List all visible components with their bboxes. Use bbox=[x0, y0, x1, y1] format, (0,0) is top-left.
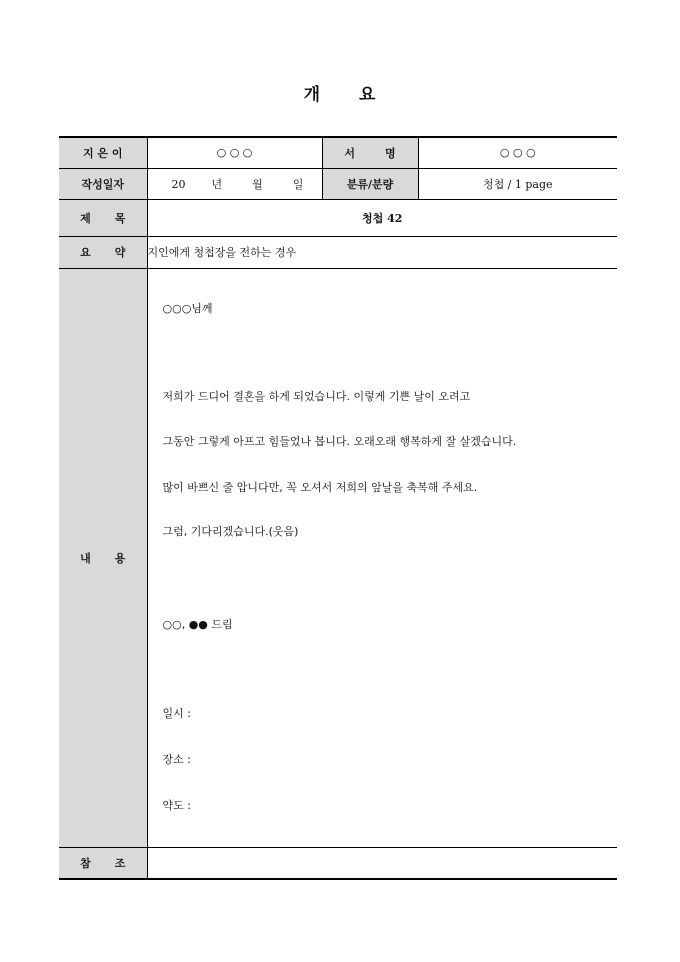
content-line-2: 그동안 그렇게 아프고 힘들었나 봅니다. 오래오래 행복하게 잘 살겠습니다. bbox=[162, 434, 517, 448]
signature-label-1: 서 bbox=[344, 146, 355, 160]
content-greeting: ○○○님께 bbox=[162, 301, 213, 315]
date-month-unit: 월 bbox=[252, 177, 263, 191]
title-part-1: 개 bbox=[303, 85, 321, 105]
content-line-1: 저희가 드디어 결혼을 하게 되었습니다. 이렇게 기쁜 날이 오려고 bbox=[162, 389, 471, 403]
document-title bbox=[0, 80, 680, 105]
category-label: 분류/분량 bbox=[322, 168, 418, 199]
date-label: 작성일자 bbox=[59, 168, 147, 199]
content-signoff: ○○, ●● 드림 bbox=[162, 617, 233, 631]
subject-label-1: 제 bbox=[80, 211, 91, 225]
summary-row bbox=[59, 236, 617, 268]
signature-label bbox=[322, 137, 418, 168]
content-date-field: 일시 : bbox=[162, 706, 191, 720]
reference-value bbox=[147, 847, 617, 879]
summary-label-1: 요 bbox=[80, 246, 91, 259]
date-year: 20 bbox=[171, 177, 186, 191]
date-row bbox=[59, 168, 617, 199]
content-map-field: 약도 : bbox=[162, 798, 191, 812]
author-row bbox=[59, 137, 617, 168]
reference-label-1: 참 bbox=[80, 856, 91, 870]
summary-label bbox=[59, 236, 147, 268]
category-value: 청첩 / 1 page bbox=[418, 168, 617, 199]
subject-label-2: 목 bbox=[114, 211, 126, 225]
reference-row bbox=[59, 847, 617, 879]
author-label: 지 은 이 bbox=[59, 137, 147, 168]
content-place-field: 장소 : bbox=[162, 752, 191, 766]
content-body bbox=[147, 268, 617, 847]
title-part-2: 요 bbox=[359, 85, 377, 105]
reference-label bbox=[59, 847, 147, 879]
subject-value: 청첩 42 bbox=[147, 199, 617, 236]
content-label bbox=[59, 268, 147, 847]
summary-form-table bbox=[59, 136, 617, 880]
content-label-2: 용 bbox=[114, 551, 126, 565]
content-line-4: 그럼, 기다리겠습니다.(웃음) bbox=[162, 524, 299, 538]
subject-label bbox=[59, 199, 147, 236]
date-day-unit: 일 bbox=[292, 177, 304, 191]
summary-label-2: 약 bbox=[114, 246, 126, 259]
author-value: ○ ○ ○ bbox=[147, 137, 322, 168]
date-value bbox=[147, 168, 322, 199]
content-row bbox=[59, 268, 617, 847]
signature-value: ○ ○ ○ bbox=[418, 137, 617, 168]
summary-value: 지인에게 청첩장을 전하는 경우 bbox=[147, 236, 617, 268]
content-label-1: 내 bbox=[80, 551, 91, 565]
content-line-3: 많이 바쁘신 줄 압니다만, 꼭 오셔서 저희의 앞날을 축복해 주세요. bbox=[162, 480, 478, 494]
date-year-unit: 년 bbox=[211, 177, 223, 191]
reference-label-2: 조 bbox=[114, 856, 126, 870]
signature-label-2: 명 bbox=[385, 146, 396, 160]
subject-row bbox=[59, 199, 617, 236]
